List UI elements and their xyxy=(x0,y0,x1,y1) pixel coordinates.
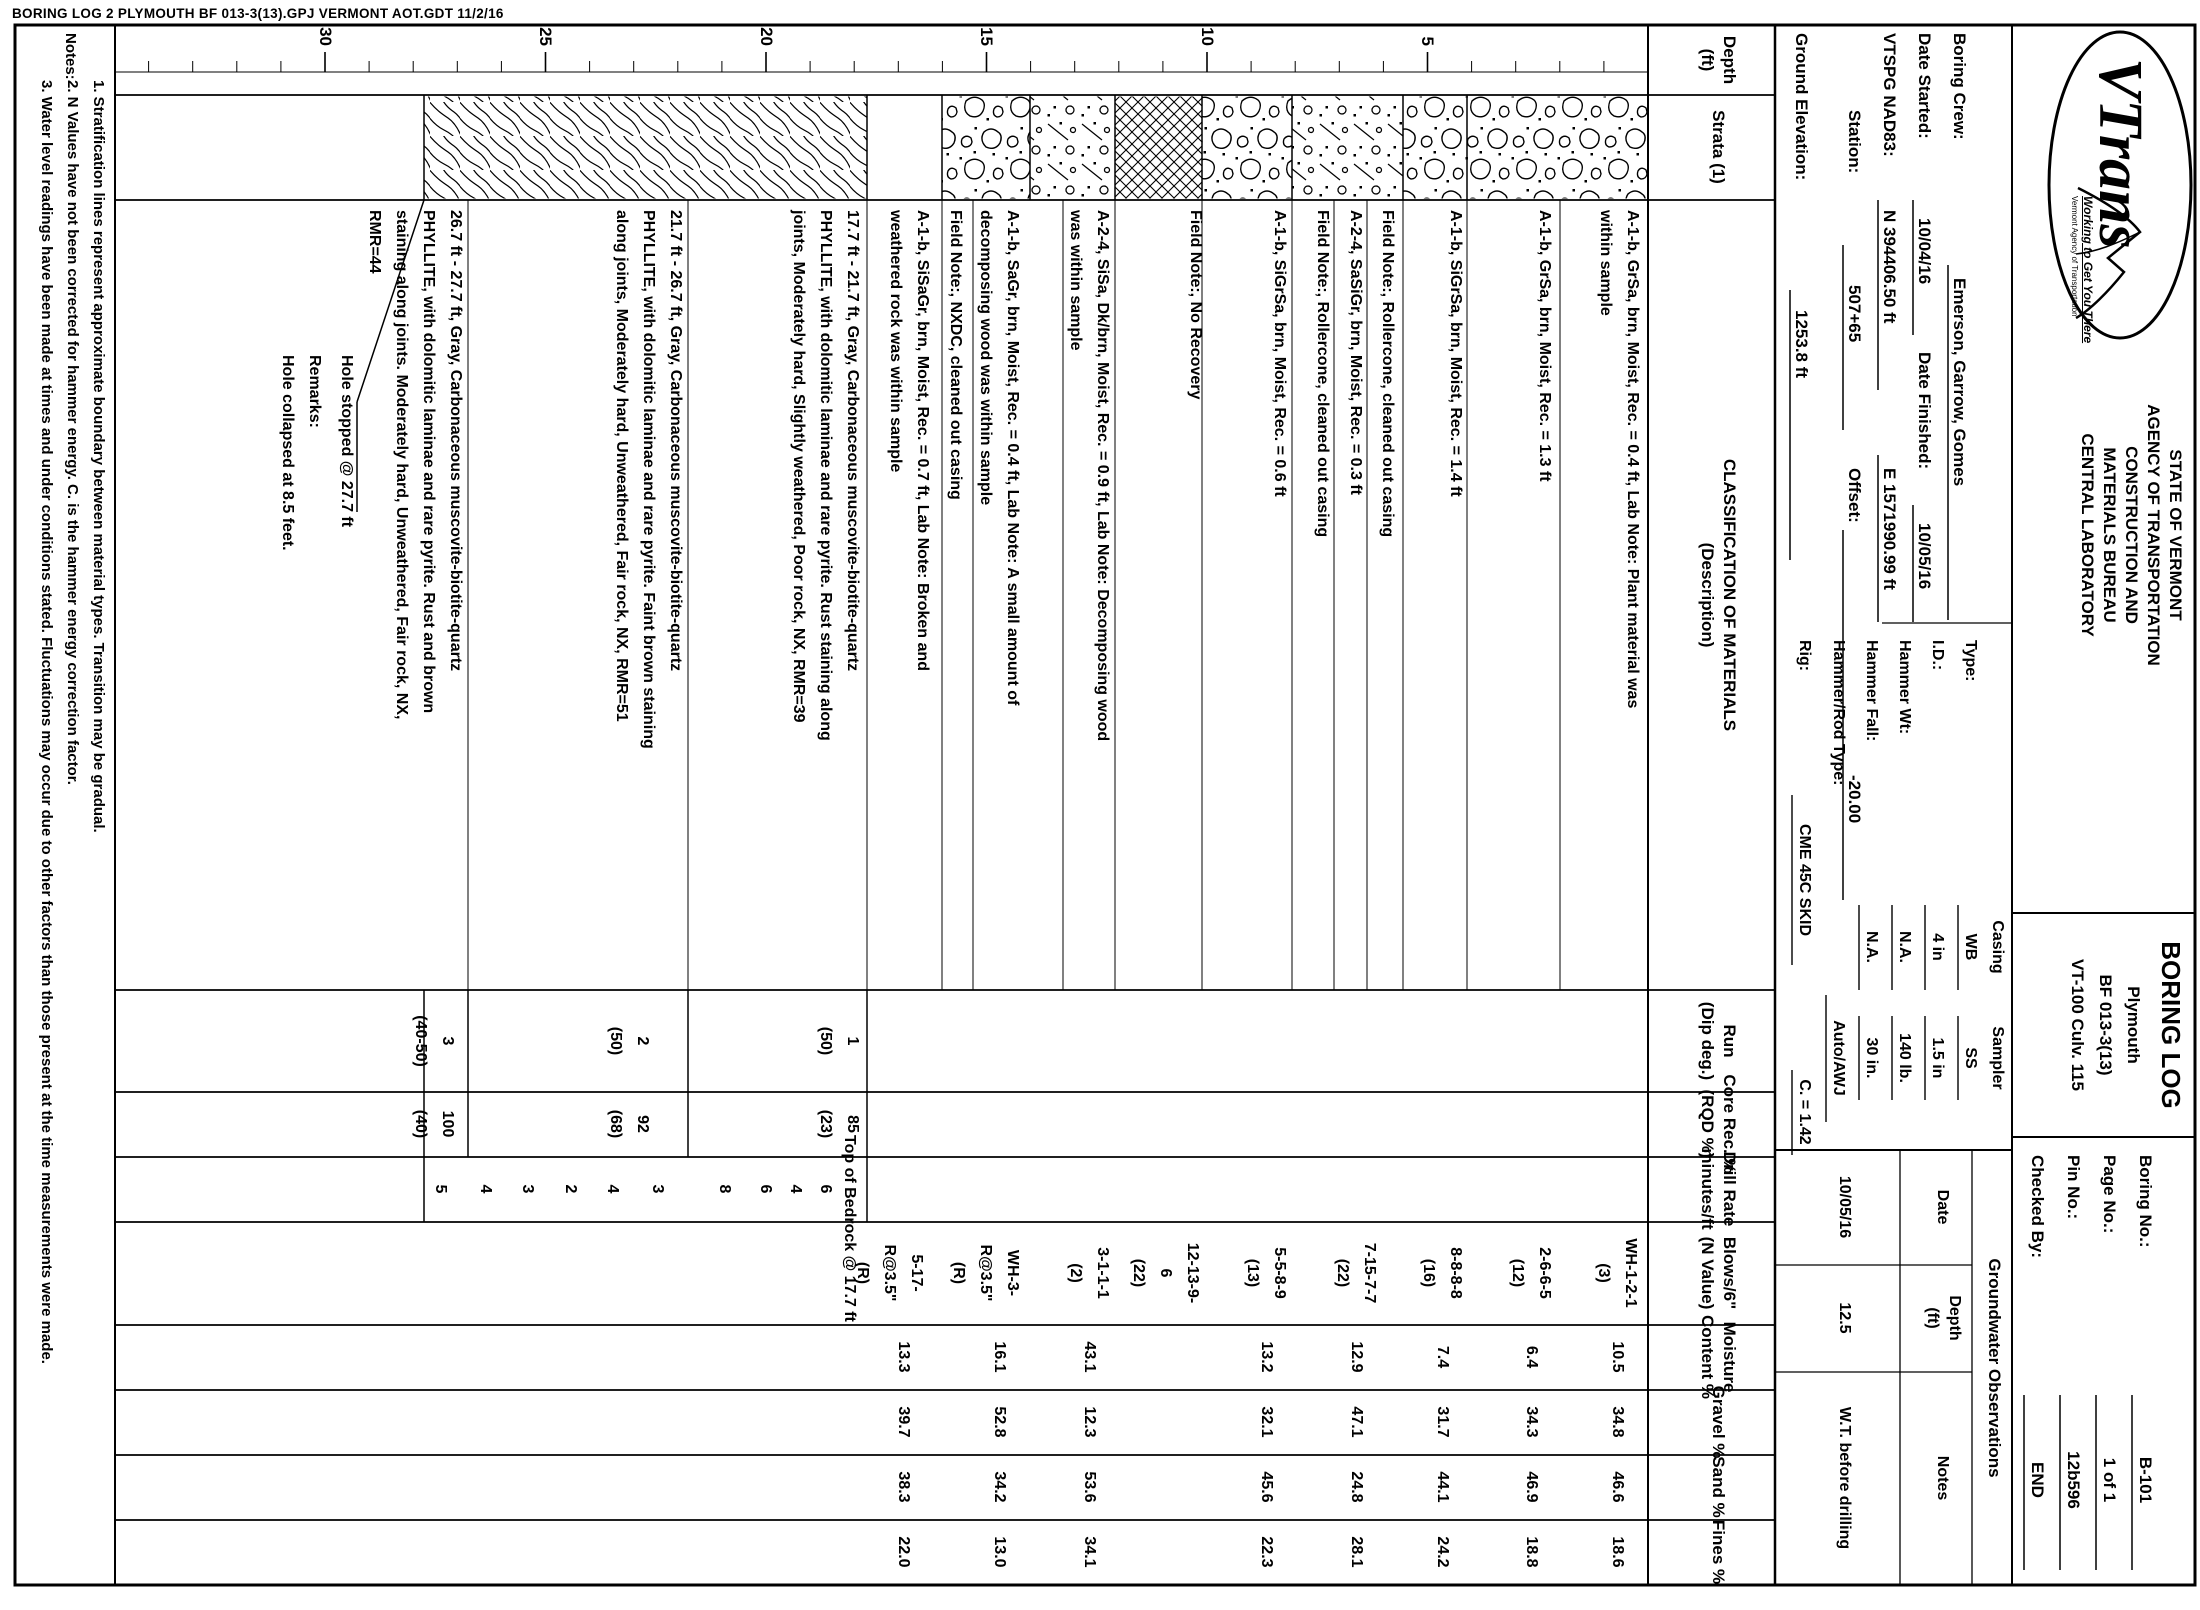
material-description: A-1-b, GrSa, brn, Moist, Rec. = 0.4 ft, Lab Note: Plant material was xyxy=(1624,210,1641,709)
blows-value: 7-15-7-7 xyxy=(1361,1242,1378,1304)
depth-label-15: 15 xyxy=(977,27,997,46)
energy-ratio-value: C. = 1.42 xyxy=(1796,1079,1813,1145)
date-started-label: Date Started: xyxy=(1915,33,1934,139)
equipment-sampler-value: SS xyxy=(1962,1047,1979,1069)
blows-value: 2-6-6-5 xyxy=(1536,1247,1553,1299)
column-header: minutes/ft xyxy=(1698,1148,1717,1230)
gravel-value: 39.7 xyxy=(895,1406,912,1438)
blows-value: (13) xyxy=(1244,1258,1261,1288)
equipment-casing-value: N.A. xyxy=(1896,931,1913,963)
groundwater-value: W.T. before drilling xyxy=(1836,1406,1853,1550)
material-description: along joints, Moderately hard, Unweathered, Fair rock, NX, RMR=51 xyxy=(613,210,630,722)
agency-line: AGENCY OF TRANSPORTATION xyxy=(2144,404,2163,666)
equipment-sampler-value: 140 lb. xyxy=(1896,1033,1913,1083)
strata-pattern-gravel xyxy=(1467,97,1648,199)
fines-value: 22.0 xyxy=(895,1536,912,1568)
material-description: weathered rock was within sample xyxy=(887,210,904,473)
form-title: BORING LOG xyxy=(2156,941,2186,1109)
material-description: A-1-b, SiSaGr, brn, Moist, Rec. = 0.7 ft, Lab Note: Broken and xyxy=(914,210,931,671)
material-description: Field Note:, No Recovery xyxy=(1187,210,1204,400)
id-value: END xyxy=(2028,1462,2047,1498)
ground-elevation-label: Ground Elevation: xyxy=(1792,33,1811,181)
material-description: A-1-b, SiGrSa, brn, Moist, Rec. = 0.6 ft xyxy=(1271,210,1288,497)
column-header: Core Rec. % xyxy=(1720,1074,1739,1174)
moisture-value: 43.1 xyxy=(1081,1341,1098,1373)
groundwater-col-header: Date xyxy=(1934,1189,1951,1225)
file-stamp: BORING LOG 2 PLYMOUTH BF 013-3(13).GPJ VERMONT AOT.GDT 11/2/16 xyxy=(12,6,504,21)
column-header: Gravel % xyxy=(1709,1385,1728,1459)
gravel-value: 31.7 xyxy=(1434,1406,1451,1438)
column-header: Drill Rate xyxy=(1720,1151,1739,1227)
material-description: PHYLLITE, with dolomitic laminae and rare pyrite. Faint brown staining xyxy=(640,210,657,749)
run-value: 1 xyxy=(844,1036,861,1046)
groundwater-col-header: (ft) xyxy=(1924,1307,1941,1329)
fines-value: 34.1 xyxy=(1081,1536,1098,1568)
sand-value: 46.9 xyxy=(1523,1471,1540,1503)
groundwater-value: 10/05/16 xyxy=(1836,1175,1853,1239)
agency-line: CENTRAL LABORATORY xyxy=(2078,433,2097,637)
material-description: 26.7 ft - 27.7 ft, Gray, Carbonaceous muscovite-biotite-quartz xyxy=(447,210,464,672)
column-header: (Dip deg.) xyxy=(1698,1001,1717,1081)
groundwater-col-header: Depth xyxy=(1946,1295,1963,1341)
material-description: Field Note:, Rollercone, cleaned out casing xyxy=(1379,210,1396,538)
equipment-label: Hammer Wt: xyxy=(1896,640,1913,735)
drill-rate-value: 3 xyxy=(519,1184,536,1194)
column-header: (ft) xyxy=(1698,48,1717,72)
column-header: (N Value) xyxy=(1698,1236,1717,1310)
run-value: (50) xyxy=(817,1026,834,1056)
groundwater-title: Groundwater Observations xyxy=(1985,1258,2004,1478)
column-header: Content % xyxy=(1698,1314,1717,1400)
material-description: A-2-4, SiSa, Dk/brn, Moist, Rec. = 0.9 ft, Lab Note: Decomposing wood xyxy=(1094,210,1111,742)
equipment-label: Type: xyxy=(1962,640,1979,682)
drill-rate-value: 6 xyxy=(817,1184,834,1194)
vtspg-label: VTSPG NAD83: xyxy=(1880,33,1899,157)
ground-elevation-value: 1253.8 ft xyxy=(1792,310,1811,379)
column-header: Moisture xyxy=(1720,1321,1739,1393)
material-description: 21.7 ft - 26.7 ft, Gray, Carbonaceous muscovite-biotite-quartz xyxy=(667,210,684,672)
id-value: 12b596 xyxy=(2064,1451,2083,1509)
moisture-value: 7.4 xyxy=(1434,1345,1451,1369)
project-line: VT-100 Culv. 115 xyxy=(2068,959,2087,1091)
column-header: Strata (1) xyxy=(1709,110,1728,184)
drill-rate-value: 2 xyxy=(562,1184,579,1194)
blows-value: WH-1-2-1 xyxy=(1622,1238,1639,1308)
sand-value: 46.6 xyxy=(1609,1471,1626,1503)
date-finished-label: Date Finished: xyxy=(1915,352,1934,470)
material-description: A-1-b, SaGr, brn, Moist, Rec. = 0.4 ft, Lab Note: A small amount of xyxy=(1004,210,1021,706)
blows-value: (3) xyxy=(1595,1263,1612,1283)
strata-pattern-cross xyxy=(1115,97,1202,199)
drill-rate-value: 4 xyxy=(604,1184,621,1194)
equipment-label: I.D.: xyxy=(1929,640,1946,671)
equipment-label: Hammer Fall: xyxy=(1863,640,1880,742)
gravel-value: 47.1 xyxy=(1348,1406,1365,1438)
blows-value: WH-3- xyxy=(1004,1249,1021,1297)
date-started-value: 10/04/16 xyxy=(1915,218,1934,285)
fines-value: 22.3 xyxy=(1258,1536,1275,1568)
rig-label: Rig: xyxy=(1796,640,1813,672)
casing-header: Casing xyxy=(1989,920,2006,974)
column-header: CLASSIFICATION OF MATERIALS xyxy=(1720,458,1739,732)
fines-value: 24.2 xyxy=(1434,1536,1451,1568)
drill-rate-value: 6 xyxy=(757,1184,774,1194)
sand-value: 44.1 xyxy=(1434,1471,1451,1503)
blows-value: (16) xyxy=(1420,1258,1437,1288)
blows-value: R@3.5" xyxy=(881,1244,898,1302)
material-description: Field Note:, NXDC, cleaned out casing xyxy=(947,210,964,500)
id-value: 1 of 1 xyxy=(2100,1457,2119,1503)
notes-label: Notes: xyxy=(62,33,79,80)
sand-value: 24.8 xyxy=(1348,1471,1365,1503)
equipment-casing-value: N.A. xyxy=(1863,931,1880,963)
equipment-casing-value: 4 in xyxy=(1929,933,1946,961)
depth-label-25: 25 xyxy=(536,27,556,46)
core-rec-value: 92 xyxy=(634,1115,651,1133)
rod-type-value: Auto/AWJ xyxy=(1830,1020,1847,1096)
note-line: 1. Stratification lines represent approximate boundary between material types. Transition may be gradual. xyxy=(90,80,107,833)
material-description: A-2-4, SaSiGr, brn, Moist, Rec. = 0.3 ft xyxy=(1347,210,1364,495)
run-value: (40-50) xyxy=(412,1015,429,1067)
drill-rate-value: 5 xyxy=(432,1184,449,1194)
northing-value: N 394406.50 ft xyxy=(1880,210,1899,324)
run-value: 3 xyxy=(439,1036,456,1046)
depth-label-5: 5 xyxy=(1418,36,1438,46)
column-header: (Description) xyxy=(1698,542,1717,648)
fines-value: 18.6 xyxy=(1609,1536,1626,1568)
id-label: Page No.: xyxy=(2100,1155,2119,1234)
depth-label-30: 30 xyxy=(316,27,335,46)
core-rec-value: (40) xyxy=(412,1109,429,1139)
note-line: 2. N Values have not been corrected for hammer energy. C. is the hammer energy correction factor. xyxy=(64,80,81,785)
column-header: Blows/6" xyxy=(1720,1236,1739,1310)
drill-rate-value: 3 xyxy=(649,1184,666,1194)
strata-pattern-gravel xyxy=(1202,97,1292,199)
drill-rate-value: 4 xyxy=(787,1184,804,1194)
strata-pattern-silty xyxy=(1030,97,1115,199)
remarks-label: Remarks: xyxy=(306,355,323,428)
depth-label-10: 10 xyxy=(1198,27,1217,46)
logo-subtitle: Vermont Agency of Transportation xyxy=(2070,196,2079,317)
blows-value: (2) xyxy=(1067,1263,1084,1283)
groundwater-col-header: Notes xyxy=(1934,1455,1951,1501)
boring-crew-value: Emerson, Garrow, Gomes xyxy=(1950,278,1969,487)
id-value: B-101 xyxy=(2136,1456,2155,1504)
agency-line: MATERIALS BUREAU xyxy=(2100,447,2119,623)
project-line: Plymouth xyxy=(2124,986,2143,1064)
material-description: staining along joints. Moderately hard, Unweathered, Fair rock, NX, xyxy=(393,210,410,720)
bedrock-annotation: Top of Bedrock @ 17.7 ft xyxy=(841,1135,858,1322)
material-description: RMR=44 xyxy=(366,210,383,274)
gravel-value: 32.1 xyxy=(1258,1406,1275,1438)
agency-line: STATE OF VERMONT xyxy=(2166,449,2185,621)
station-label: Station: xyxy=(1845,110,1864,174)
run-value: 2 xyxy=(634,1036,651,1046)
agency-line: CONSTRUCTION AND xyxy=(2122,446,2141,624)
note-line: 3. Water level readings have been made at times and under conditions stated. Fluctuations may occur due to other factors than those present at the time measurements were made. xyxy=(38,80,55,1364)
strata-pattern-gravel xyxy=(942,97,1030,199)
material-description: was within sample xyxy=(1067,210,1084,351)
depth-label-20: 20 xyxy=(757,27,776,46)
easting-value: E 1571990.99 ft xyxy=(1880,468,1899,590)
id-label: Checked By: xyxy=(2028,1155,2047,1258)
run-value: (50) xyxy=(607,1026,624,1056)
project-line: BF 013-3(13) xyxy=(2096,974,2115,1076)
drill-rate-value: 8 xyxy=(716,1184,733,1194)
sand-value: 53.6 xyxy=(1081,1471,1098,1503)
blows-value: 12-13-9- xyxy=(1184,1242,1201,1304)
gravel-value: 12.3 xyxy=(1081,1406,1098,1438)
boring-crew-label: Boring Crew: xyxy=(1950,33,1969,140)
fines-value: 28.1 xyxy=(1348,1536,1365,1568)
offset-label: Offset: xyxy=(1845,468,1864,523)
date-finished-value: 10/05/16 xyxy=(1915,523,1934,590)
column-header: Run xyxy=(1720,1024,1739,1058)
blows-value: 5-5-8-9 xyxy=(1271,1247,1288,1299)
gravel-value: 34.8 xyxy=(1609,1406,1626,1438)
material-description: A-1-b, SiGrSa, brn, Moist, Rec. = 1.4 ft xyxy=(1447,210,1464,497)
drill-rate-value: 4 xyxy=(477,1184,494,1194)
column-header: Fines % xyxy=(1709,1519,1728,1585)
svg-text:VTrans: VTrans xyxy=(2086,58,2154,249)
column-header: Depth xyxy=(1720,35,1739,85)
station-value: 507+65 xyxy=(1845,285,1864,343)
material-description: within sample xyxy=(1597,210,1614,316)
offset-value: -20.00 xyxy=(1845,775,1864,824)
sand-value: 34.2 xyxy=(991,1471,1008,1503)
column-header: (RQD %) xyxy=(1698,1089,1717,1159)
id-label: Pin No.: xyxy=(2064,1155,2083,1220)
sampler-header: Sampler xyxy=(1989,1026,2006,1090)
material-description: A-1-b, GrSa, brn, Moist, Rec. = 1.3 ft xyxy=(1536,210,1553,482)
core-rec-value: (23) xyxy=(817,1109,834,1139)
gravel-value: 52.8 xyxy=(991,1406,1008,1438)
material-description: 17.7 ft - 21.7 ft, Gray, Carbonaceous muscovite-biotite-quartz xyxy=(844,210,861,672)
equipment-sampler-value: 30 in. xyxy=(1863,1037,1880,1079)
core-rec-value: 100 xyxy=(439,1110,456,1138)
moisture-value: 16.1 xyxy=(991,1341,1008,1373)
blows-value: 5-17- xyxy=(908,1254,925,1292)
strata-pattern-gravel xyxy=(1403,97,1467,199)
blows-value: (R) xyxy=(854,1261,871,1285)
material-description: PHYLLITE, with dolomitic laminae and rare pyrite. Rust staining along xyxy=(817,210,834,741)
blows-value: (R) xyxy=(950,1261,967,1285)
strata-pattern-rock xyxy=(424,97,867,199)
moisture-value: 6.4 xyxy=(1523,1345,1540,1369)
blows-value: R@3.5" xyxy=(977,1244,994,1302)
remarks-line: Hole collapsed at 8.5 feet. xyxy=(279,355,296,551)
moisture-value: 13.2 xyxy=(1258,1341,1275,1373)
rig-value: CME 45C SKID xyxy=(1796,823,1813,937)
material-description: PHYLLITE, with dolomitic laminae and rare pyrite. Rust and brown xyxy=(420,210,437,714)
blows-value: 3-1-1-1 xyxy=(1094,1247,1111,1299)
blows-value: (22) xyxy=(1334,1258,1351,1288)
groundwater-value: 12.5 xyxy=(1836,1302,1853,1334)
core-rec-value: (68) xyxy=(607,1109,624,1139)
gravel-value: 34.3 xyxy=(1523,1406,1540,1438)
column-header: Sand % xyxy=(1709,1456,1728,1518)
blows-value: 8-8-8-8 xyxy=(1447,1247,1464,1299)
rod-type-label: Hammer/Rod Type: xyxy=(1830,640,1847,786)
strata-pattern-silty xyxy=(1292,97,1403,199)
id-label: Boring No.: xyxy=(2136,1155,2155,1248)
logo-tagline: Working to Get You There xyxy=(2081,196,2095,344)
fines-value: 13.0 xyxy=(991,1536,1008,1568)
blows-value: (22) xyxy=(1130,1258,1147,1288)
material-description: decomposing wood was within sample xyxy=(977,210,994,506)
moisture-value: 12.9 xyxy=(1348,1341,1365,1373)
moisture-value: 13.3 xyxy=(895,1341,912,1373)
sand-value: 45.6 xyxy=(1258,1471,1275,1503)
sand-value: 38.3 xyxy=(895,1471,912,1503)
hole-stopped-note: Hole stopped @ 27.7 ft xyxy=(338,355,355,528)
moisture-value: 10.5 xyxy=(1609,1341,1626,1373)
fines-value: 18.8 xyxy=(1523,1536,1540,1568)
equipment-casing-value: WB xyxy=(1962,933,1979,961)
blows-value: 6 xyxy=(1157,1268,1174,1278)
blows-value: (12) xyxy=(1509,1258,1526,1288)
material-description: joints, Moderately hard, Slightly weathered, Poor rock, NX, RMR=39 xyxy=(790,210,807,723)
core-rec-value: 85 xyxy=(844,1115,861,1133)
equipment-sampler-value: 1.5 in xyxy=(1929,1037,1946,1079)
material-description: Field Note:, Rollercone, cleaned out casing xyxy=(1314,210,1331,538)
